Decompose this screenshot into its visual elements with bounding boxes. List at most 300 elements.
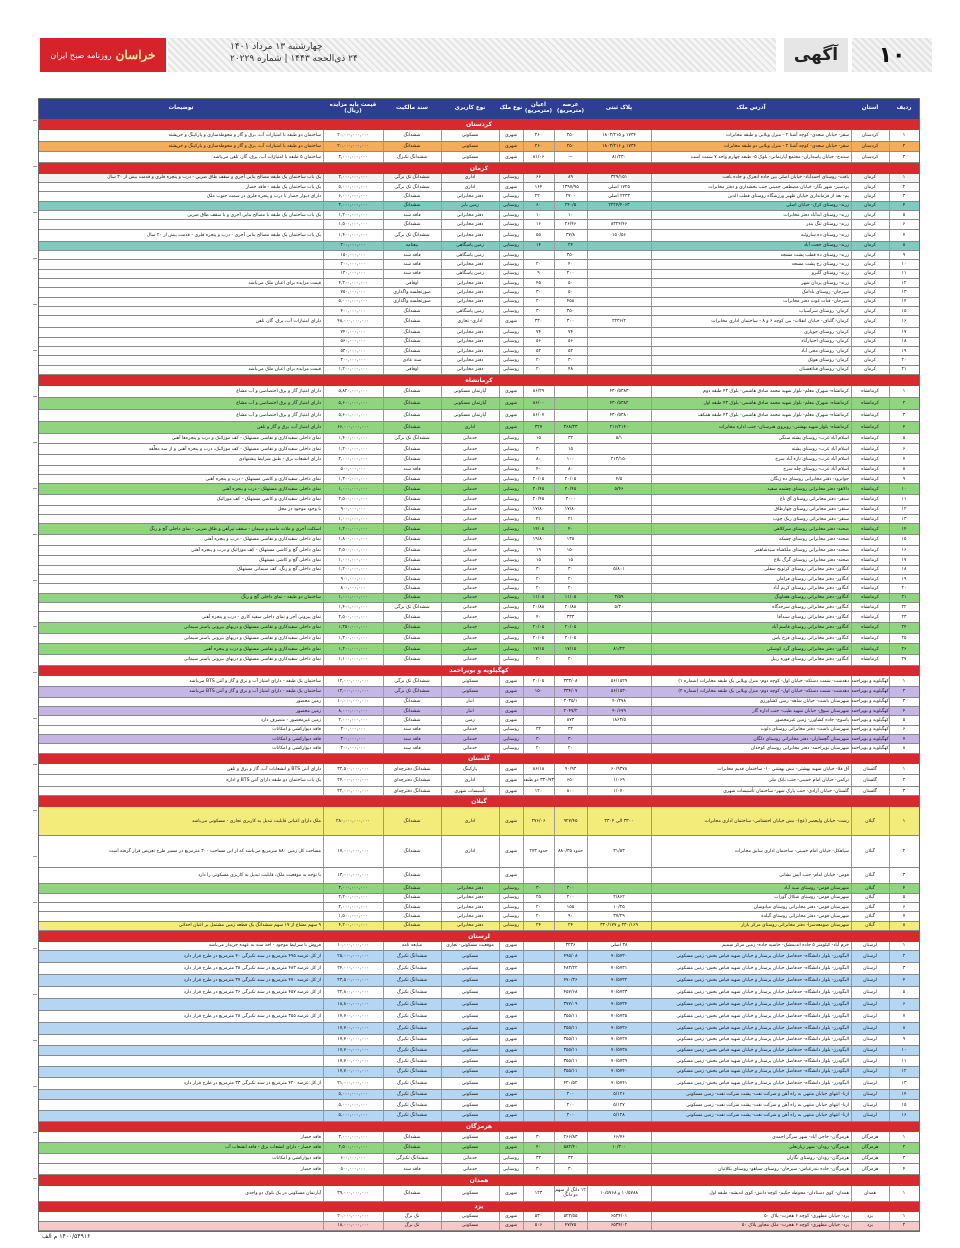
column-divider	[651, 515, 652, 523]
column-divider	[499, 366, 500, 374]
province-cell: کرمانشاه	[861, 567, 879, 573]
column-divider	[383, 220, 384, 228]
column-divider	[851, 410, 852, 421]
notes-cell: نمای داخلی سفیدکاری و نقاشی مستهلک و دربهای بیرونی پاستر سیمانی	[183, 635, 321, 641]
column-divider	[383, 676, 384, 686]
province-cell: کرمانشاه	[861, 446, 879, 452]
usage-cell: خدماتی	[462, 646, 478, 652]
property-type-cell: شهری	[504, 132, 518, 138]
column-divider	[441, 1023, 442, 1034]
property-type-cell: روستایی	[502, 516, 520, 522]
column-divider	[523, 1090, 524, 1100]
notes-cell	[39, 894, 323, 902]
column-divider	[441, 506, 442, 514]
deed-cell: فاقد سند	[403, 736, 421, 742]
column-divider	[441, 1164, 442, 1174]
column-divider	[851, 1011, 852, 1022]
address-cell: الیگودرز- بلوار دانشگاه- حدفاصل خیابان پرستار و خیابان شهید فیاض بخش- زمین مسکونی	[676, 1047, 849, 1053]
column-divider	[851, 584, 852, 592]
radif-cell: ۱۶	[901, 319, 907, 325]
column-divider	[523, 192, 524, 200]
base-price-cell: ۱,۵۰۰,۰۰۰,۰۰۰	[338, 913, 368, 919]
plate-cell	[587, 347, 651, 355]
column-divider	[323, 1143, 324, 1153]
column-divider	[587, 298, 588, 306]
usage-cell: اداری	[464, 849, 476, 855]
plate-cell: ۷۰/۵۷۳۳	[610, 989, 628, 995]
notes-cell	[39, 307, 323, 315]
province-cell: کرمان	[864, 271, 876, 277]
base-price-cell: ۱,۰۰۰,۰۰۰,۰۰۰	[338, 595, 368, 601]
column-divider	[651, 884, 652, 892]
address-cell: الیگودرز- بلوار دانشگاه- حدفاصل خیابان پرستار و خیابان شهید فیاض بخش- زمین مسکونی	[676, 1025, 849, 1031]
building-area-cell: ۲۰/۰۵	[532, 678, 545, 684]
column-divider	[651, 455, 652, 465]
column-divider	[587, 787, 588, 795]
column-divider	[523, 975, 524, 986]
plate-cell	[587, 735, 651, 743]
column-divider	[889, 307, 890, 315]
address-cell: سقز- خیابان سعدی- کوچه آشنا ۲ - منزل ویلایی دو طبقه مخابرات	[723, 143, 849, 149]
deed-cell: ششدانگ	[403, 614, 421, 620]
column-divider	[651, 894, 652, 902]
column-divider	[889, 338, 890, 346]
column-divider	[651, 1132, 652, 1142]
column-divider	[499, 316, 500, 327]
address-cell: سیاهکل- خیابان امام خمینی- ساختمان اداری سابق مخابرات	[734, 849, 849, 855]
property-type-cell: روستایی	[502, 537, 520, 543]
usage-cell: زمین پاسگاهی	[456, 308, 484, 314]
column-divider	[441, 466, 442, 474]
column-divider	[523, 963, 524, 974]
plate-cell: ۷۰/۵۷۳۲	[610, 977, 628, 983]
column-divider	[554, 612, 555, 622]
property-type-cell: شهری	[504, 777, 518, 783]
column-divider	[523, 716, 524, 724]
column-divider	[554, 987, 555, 998]
column-divider	[499, 716, 500, 724]
land-area-cell: ۳۵۵/۱۱	[563, 1025, 578, 1031]
column-divider	[651, 444, 652, 454]
radif-cell: ۲۱	[901, 367, 907, 373]
column-divider	[554, 1143, 555, 1153]
column-divider	[851, 386, 852, 397]
plate-cell	[587, 524, 651, 534]
column-divider	[587, 211, 588, 219]
building-area-cell: ۲۰	[536, 299, 541, 305]
address-cell: شهرستان فومن- روستای سید آباد	[784, 885, 849, 891]
deed-cell: سند عادی	[402, 357, 422, 363]
plate-cell: ۷۰/۵۷۴۰	[610, 1069, 628, 1075]
column-divider	[851, 676, 852, 686]
usage-cell: زمین پاسگاهی	[456, 252, 484, 258]
province-cell: لرستان	[863, 1058, 877, 1064]
base-price-cell: ۴,۲۰۰,۰۰۰,۰۰۰	[338, 280, 368, 286]
province-cell: کرمانشاه	[861, 576, 879, 582]
building-area-cell: ۳۰	[536, 1166, 541, 1172]
building-area-cell: حدود ۲۷۳	[529, 849, 548, 855]
column-divider	[523, 202, 524, 210]
column-divider	[651, 575, 652, 583]
base-price-cell: ۵۰۰,۰۰۰,۰۰۰	[340, 1166, 366, 1172]
column-divider	[587, 484, 588, 494]
table-row	[39, 963, 919, 975]
column-divider	[523, 1212, 524, 1220]
deed-cell: ششدانگ دفترچه‌ای	[393, 766, 431, 772]
column-divider	[383, 279, 384, 287]
building-area-cell: ۸۶/۰۰	[532, 400, 545, 406]
table-row	[39, 999, 919, 1011]
usage-cell: خدماتی	[462, 585, 478, 591]
column-divider	[323, 142, 324, 152]
column-divider	[323, 546, 324, 556]
usage-cell: خدماتی	[462, 576, 478, 582]
property-type-cell: روستایی	[502, 895, 520, 901]
province-cell: کرمانشاه	[861, 388, 879, 394]
column-divider	[383, 1090, 384, 1100]
column-divider	[499, 202, 500, 210]
table-row	[39, 211, 919, 220]
base-price-cell: ۸۰۰,۰۰۰,۰۰۰	[340, 585, 366, 591]
column-divider	[651, 912, 652, 920]
usage-cell: مسکونی	[461, 1080, 479, 1086]
province-cell: گیلان	[865, 923, 875, 929]
property-type-cell: روستایی	[502, 299, 520, 305]
column-divider	[441, 787, 442, 795]
column-divider	[323, 298, 324, 306]
land-area-cell: ۴۵۸	[566, 299, 575, 305]
base-price-cell: ۵۲۰,۰۰۰,۰۰۰	[340, 348, 366, 354]
province-section-header: گیلان	[39, 796, 919, 807]
deed-cell: ششدانگ تکبرگ	[396, 1047, 428, 1053]
province-cell: همدان	[863, 1190, 877, 1196]
building-area-cell: ۱۷/۱۵	[532, 646, 545, 652]
usage-cell: دفتر مخابراتی	[456, 357, 484, 363]
province-cell: لرستان	[863, 1025, 877, 1031]
column-divider	[383, 594, 384, 602]
column-divider	[554, 475, 555, 483]
province-cell: کرمان	[864, 261, 876, 267]
column-divider	[499, 422, 500, 433]
column-divider	[587, 434, 588, 444]
col-header-plate: پلاک ثبتی	[605, 105, 633, 112]
column-divider	[383, 422, 384, 433]
usage-cell: آپارتمان مسکونی	[453, 388, 487, 394]
column-divider	[323, 868, 324, 883]
plate-cell: ۵/۸۰۱	[613, 567, 625, 573]
deed-cell: ششدانگ	[403, 348, 421, 354]
radif-cell: ۱	[902, 1213, 906, 1219]
radif-cell: ۶	[902, 446, 906, 452]
deed-cell: ششدانگ	[403, 717, 421, 723]
property-type-cell: شهری	[504, 1190, 518, 1196]
column-divider	[851, 1056, 852, 1066]
column-divider	[554, 192, 555, 200]
table-row	[39, 434, 919, 445]
building-area-cell: ۲۰	[536, 657, 541, 663]
column-divider	[889, 211, 890, 219]
column-divider	[651, 726, 652, 734]
column-divider	[383, 584, 384, 592]
column-divider	[499, 506, 500, 514]
notes-cell	[39, 884, 323, 892]
column-divider	[323, 556, 324, 564]
column-divider	[383, 347, 384, 355]
column-divider	[889, 174, 890, 182]
notes-cell: از کل عرصه ۳۵۵ مترمربع در سند تکبرگی ۲۸ مترمربع در طرح قرار دارد	[183, 1013, 321, 1019]
deed-cell: ششدانگ	[403, 203, 421, 209]
column-divider	[651, 1056, 652, 1066]
base-price-cell: ۱,۸۰۰,۰۰۰,۰۰۰	[338, 537, 368, 543]
property-type-cell: روستایی	[502, 736, 520, 742]
column-divider	[554, 142, 555, 152]
property-type-cell: شهری	[504, 873, 518, 879]
column-divider	[523, 1067, 524, 1077]
column-divider	[651, 251, 652, 259]
column-divider	[383, 192, 384, 200]
property-type-cell: روستایی	[502, 435, 520, 441]
land-area-cell: ۱۱/۰۵	[564, 595, 577, 601]
column-divider	[383, 894, 384, 902]
column-divider	[441, 347, 442, 355]
usage-cell: دفتر مخابراتی	[456, 299, 484, 305]
notes-cell	[39, 347, 323, 355]
province-cell: کرمان	[864, 319, 876, 325]
column-divider	[523, 903, 524, 911]
column-divider	[323, 484, 324, 494]
column-divider	[651, 242, 652, 250]
column-divider	[383, 775, 384, 786]
plate-cell: ۵/۱۲۸	[613, 1113, 625, 1119]
column-divider	[587, 1111, 588, 1121]
usage-cell: دفتر مخابراتی	[456, 367, 484, 373]
col-header-deed: سند مالکیت	[395, 105, 429, 112]
plate-cell: ۲۲۲۴/۴۰۶۳	[608, 203, 630, 209]
margin-tick	[33, 856, 37, 857]
radif-cell: ۱۲	[901, 1069, 907, 1075]
column-divider	[499, 707, 500, 715]
radif-cell: ۵	[902, 895, 906, 901]
column-divider	[851, 634, 852, 644]
property-type-cell: شهری	[504, 699, 518, 705]
property-type-cell: روستایی	[502, 904, 520, 910]
column-divider	[651, 1023, 652, 1034]
province-cell: گلستان	[863, 777, 877, 783]
column-divider	[651, 347, 652, 355]
base-price-cell: ۲۴,۰۰۰,۰۰۰,۰۰۰	[337, 777, 369, 783]
column-divider	[587, 1212, 588, 1220]
radif-cell: ۳	[902, 965, 906, 971]
base-price-cell: ۲۰۰,۰۰۰,۰۰۰	[340, 243, 366, 249]
column-divider	[383, 1212, 384, 1220]
property-type-cell: روستایی	[502, 175, 520, 181]
land-area-cell: ۳۲۳۶	[565, 943, 576, 949]
property-type-cell: روستایی	[502, 913, 520, 919]
notes-cell: مساحت کل زمین ۸۸۰ مترمربع می‌باشد که از این مساحت ۳۰۰ مترمربع در مسیر طرح تعریض قرار گرفته است	[108, 849, 321, 855]
notes-cell: ساختمان یک طبقه - دارای امتیاز آب و برق و گاز و آنتن BTS می‌باشد	[189, 678, 321, 684]
column-divider	[441, 410, 442, 421]
column-divider	[499, 347, 500, 355]
deed-cell: تک برگ	[404, 1213, 420, 1219]
plate-cell: ۳۷/۲۹	[613, 913, 625, 919]
column-divider	[554, 316, 555, 327]
column-divider	[889, 566, 890, 574]
plate-cell: ۳۲۹/۱۵۱	[610, 175, 628, 181]
plate-cell	[587, 338, 651, 346]
column-divider	[554, 735, 555, 743]
notes-cell: فاقد دیوارکشی و امکانات	[272, 1155, 321, 1161]
table-row	[39, 987, 919, 999]
radif-cell: ۱۱	[901, 497, 907, 503]
province-cell: کرمان	[864, 175, 876, 181]
column-divider	[323, 366, 324, 374]
column-divider	[323, 347, 324, 355]
address-cell: زرند- روستای یزدان شهر	[801, 280, 849, 286]
property-type-cell: روستایی	[502, 547, 520, 553]
land-area-cell: ۸۰۰	[566, 788, 575, 794]
table-row	[39, 951, 919, 963]
radif-cell: ۶	[902, 1001, 906, 1007]
land-area-cell: ۵۰	[568, 289, 573, 295]
page-header	[0, 0, 960, 80]
notes-cell	[39, 1222, 323, 1230]
land-area-cell: —	[568, 154, 573, 160]
column-divider	[383, 868, 384, 883]
column-divider	[323, 1056, 324, 1066]
column-divider	[383, 903, 384, 911]
radif-cell: ۷	[902, 457, 906, 463]
land-area-cell: ۴۸۳/۲۲	[563, 965, 578, 971]
page-number: ۱۰	[878, 42, 906, 68]
column-divider	[441, 307, 442, 315]
property-type-cell: روستایی	[502, 308, 520, 314]
table-row	[39, 174, 919, 183]
column-divider	[523, 836, 524, 867]
column-divider	[651, 316, 652, 327]
column-divider	[383, 366, 384, 374]
column-divider	[587, 152, 588, 162]
column-divider	[587, 535, 588, 545]
province-section-header: کردستان	[39, 119, 919, 130]
column-divider	[523, 279, 524, 287]
column-divider	[554, 338, 555, 346]
land-area-cell: حدود ۸۸۰/۳۵	[558, 849, 583, 855]
building-area-cell: ۲۶۰	[534, 143, 543, 149]
column-divider	[323, 807, 324, 835]
building-area-cell: ۵۲	[536, 348, 541, 354]
plate-cell: ۱۷۲۵ اصلی	[608, 184, 630, 190]
land-area-cell: ۳۵۵/۱۱	[563, 1047, 578, 1053]
column-divider	[851, 466, 852, 474]
building-area-cell: ۲۴	[536, 923, 541, 929]
notes-cell: از کل عرصه ۴۷۰ مترمربع در سند تکبرگی ۳۷ مترمربع در طرح قرار دارد	[183, 977, 321, 983]
notes-cell	[39, 1067, 323, 1077]
column-divider	[651, 687, 652, 697]
base-price-cell: ۱,۰۰۰,۰۰۰,۰۰۰	[338, 516, 368, 522]
column-divider	[499, 535, 500, 545]
province-cell: کرمانشاه	[861, 657, 879, 663]
column-divider	[323, 316, 324, 327]
table-row	[39, 594, 919, 603]
column-divider	[651, 594, 652, 602]
column-divider	[383, 764, 384, 774]
radif-cell: ۳	[902, 788, 906, 794]
base-price-cell: ۱۲۰,۰۰۰,۰۰۰	[340, 271, 366, 277]
column-divider	[554, 1222, 555, 1230]
column-divider	[587, 807, 588, 835]
column-divider	[523, 676, 524, 686]
column-divider	[499, 726, 500, 734]
column-divider	[587, 455, 588, 465]
column-divider	[323, 707, 324, 715]
column-divider	[441, 942, 442, 950]
column-divider	[383, 183, 384, 191]
address-cell: کنگاور- دفتر مخابراتی روستای سرحدگاه	[772, 604, 849, 610]
table-row	[39, 515, 919, 524]
province-cell: لرستان	[863, 1080, 877, 1086]
base-price-cell: ۸,۰۰۰,۰۰۰,۰۰۰	[338, 708, 368, 714]
column-divider	[523, 270, 524, 278]
column-divider	[441, 612, 442, 622]
column-divider	[851, 999, 852, 1010]
radif-cell: ۱۳	[901, 1080, 907, 1086]
column-divider	[587, 174, 588, 182]
column-divider	[587, 1132, 588, 1142]
table-row	[39, 398, 919, 410]
usage-cell: آپارتمان مسکونی	[453, 400, 487, 406]
column-divider	[851, 220, 852, 228]
column-divider	[499, 999, 500, 1010]
column-divider	[523, 744, 524, 752]
column-divider	[851, 1067, 852, 1077]
land-area-cell: ۲۰۰	[566, 1091, 575, 1097]
radif-cell: ۱۰	[901, 1047, 907, 1053]
property-type-cell: شهری	[504, 849, 518, 855]
notes-cell	[39, 912, 323, 920]
column-divider	[441, 183, 442, 191]
column-divider	[554, 546, 555, 556]
address-cell: صحنه- دفتر مخابراتی روستای چسکه	[778, 537, 849, 543]
column-divider	[554, 398, 555, 409]
column-divider	[323, 260, 324, 268]
column-divider	[323, 987, 324, 998]
land-area-cell: ۳۷/۸	[566, 232, 575, 238]
province-cell: لرستان	[863, 965, 877, 971]
column-divider	[851, 495, 852, 505]
column-divider	[323, 912, 324, 920]
column-divider	[587, 230, 588, 241]
base-price-cell: ۲,۰۰۰,۰۰۰,۰۰۰	[338, 457, 368, 463]
usage-cell: خدماتی	[462, 657, 478, 663]
deed-cell: ششدانگ	[403, 895, 421, 901]
column-divider	[651, 328, 652, 336]
province-cell: کرمانشاه	[861, 585, 879, 591]
column-divider	[554, 963, 555, 974]
column-divider	[323, 655, 324, 665]
land-area-cell: ۳۵۰	[566, 252, 575, 258]
column-divider	[587, 868, 588, 883]
column-divider	[323, 942, 324, 950]
property-type-cell: شهری	[504, 965, 518, 971]
notes-cell	[39, 603, 323, 611]
deed-cell: اوقافی	[405, 280, 419, 286]
deed-cell: ششدانگ	[403, 457, 421, 463]
land-area-cell: ۲۰	[568, 657, 573, 663]
column-divider	[323, 676, 324, 686]
column-divider	[889, 1100, 890, 1110]
usage-cell: دفتر مخابراتی	[456, 923, 484, 929]
radif-cell: ۲	[902, 143, 906, 149]
